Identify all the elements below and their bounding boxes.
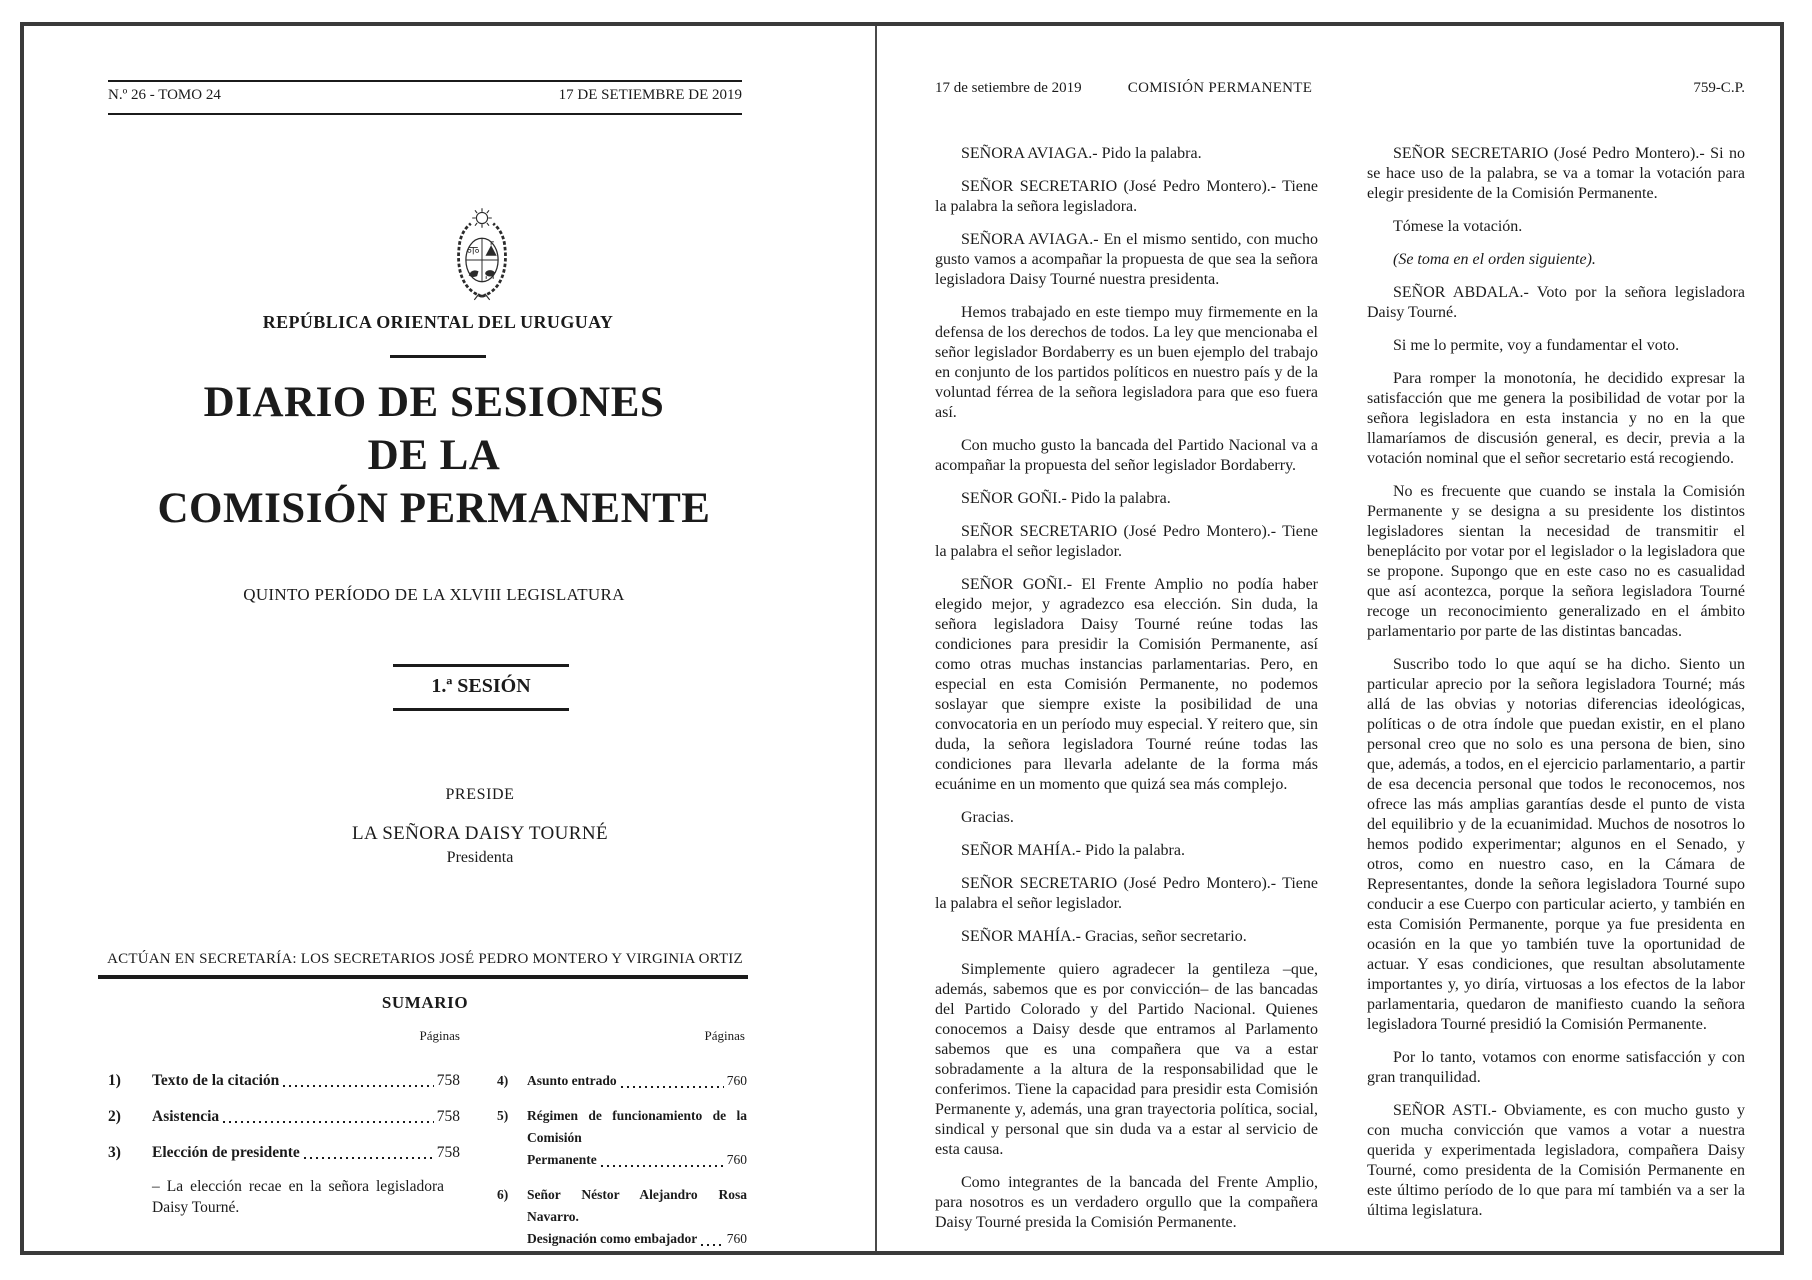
- toc-entry-number: 5): [497, 1108, 509, 1123]
- paragraph: SEÑOR SECRETARIO (José Pedro Montero).- Tiene la palabra la señora legisladora.: [935, 178, 1318, 215]
- toc-entry-number: 6): [497, 1187, 509, 1202]
- document-title: [58, 376, 810, 535]
- toc-dot-leader: [302, 1148, 434, 1164]
- toc-dot-leader: [599, 1158, 724, 1172]
- text-column-2: [1367, 144, 1745, 1234]
- sumario-title: SUMARIO: [381, 993, 469, 1012]
- paragraph: Con mucho gusto la bancada del Partido Nacional va a acompañar la propuesta del señor legislador Bordaberry.: [935, 437, 1318, 474]
- paragraph: Gracias.: [961, 809, 1014, 826]
- paragraph: SEÑOR MAHÍA.- Gracias, señor secretario.: [961, 928, 1247, 945]
- session-number: 1.ª SESIÓN: [431, 675, 531, 697]
- toc-page-number: 758: [436, 1072, 460, 1089]
- paragraph: Hemos trabajado en este tiempo muy firmemente en la defensa de los derechos de todos. La ley que mencionaba el señor legislador Bordaberry es un buen ejemplo del trabajo en conjunto de los partidos políticos en nuestro país y de la voluntad férrea de la señora legisladora para que eso fuera así.: [935, 304, 1318, 421]
- toc-entry-number: 3): [108, 1144, 121, 1161]
- paragraph: Por lo tanto, votamos con enorme satisfacción y con gran tranquilidad.: [1367, 1049, 1745, 1086]
- paragraph: SEÑOR SECRETARIO (José Pedro Montero).- Si no se hace uso de la palabra, se va a tomar la votación para elegir presidente de la Comisión Permanente.: [1367, 145, 1745, 202]
- secretaries-line: ACTÚAN EN SECRETARÍA: LOS SECRETARIOS JOSÉ PEDRO MONTERO Y VIRGINIA ORTIZ: [107, 951, 743, 967]
- legislature-subtitle: QUINTO PERÍODO DE LA XLVIII LEGISLATURA: [243, 585, 625, 604]
- preside-label: PRESIDE: [445, 786, 515, 803]
- paragraph: Simplemente quiero agradecer la gentileza –que, además, sabemos que es por convicción– de las bancadas del Partido Colorado y del Partido Nacional. Quienes conocemos a Daisy desde que entramos al Parlamento sabemos que es una compañera que va a estar sobradamente a la altura de la responsabilidad que le conferimos. Tiene la capacidad para presidir esta Comisión Permanente y, además, una gran trayectoria política, social, sindical y personal que sin duda va a estar al servicio de esta causa.: [935, 961, 1318, 1158]
- paragraph: Para romper la monotonía, he decidido expresar la satisfacción que me genera la posibilidad de votar por la señora legisladora en esta instancia y no en la que llamaríamos de discusión general, es decir, previa a la votación nominal que el señor secretario está recogiendo.: [1367, 370, 1745, 467]
- left-page-header: [108, 87, 742, 104]
- toc-entry-label: Señor Néstor Alejandro Rosa Navarro.: [527, 1187, 747, 1224]
- paragraph: SEÑOR GOÑI.- El Frente Amplio no podía haber elegido mejor, y agradezco esa elección. Sin duda, la señora legisladora Daisy Tourné reúne todas las condiciones para presidir la Comisión Permanente, así como otras muchas instancias parlamentarias. Pero, en especial en esta Comisión Permanente, no podemos soslayar que siempre existe la posibilidad de una convocatoria en un período muy especial. Y reitero que, sin duda, la señora legisladora Tourné reúne todas las condiciones para llevarla adelante de la forma más ecuánime en un momento que quizá sea más complejo.: [935, 576, 1318, 793]
- president-name: LA SEÑORA DAISY TOURNÉ: [351, 823, 608, 844]
- page-divider: [875, 26, 877, 1251]
- paragraph: SEÑOR ABDALA.- Voto por la señora legisladora Daisy Tourné.: [1367, 284, 1745, 321]
- toc-entry: [497, 1070, 747, 1092]
- text-column-1: [935, 144, 1318, 1246]
- toc-dot-leader: [699, 1237, 724, 1251]
- paragraph: Tómese la votación.: [1393, 218, 1523, 235]
- session-number-box: [393, 664, 569, 711]
- toc-dot-leader: [619, 1079, 724, 1093]
- paragraph: SEÑOR GOÑI.- Pido la palabra.: [961, 490, 1171, 507]
- toc-entry-label: Designación como embajador: [527, 1231, 698, 1246]
- paragraph: (Se toma en el orden siguiente).: [1393, 251, 1596, 268]
- paragraph: Suscribo todo lo que aquí se ha dicho. Siento un particular aprecio por la señora legisladora Tourné; más allá de las obvias y notorias diferencias ideológicas, políticas o de otra índole que puedan existir, en el plano personal creo que no solo es una persona de bien, sino que, además, a todos, en el ejercicio parlamentario, a partir de esa decencia personal que todos le reconocemos, nos ofrece las más amplias garantías desde el punto de vista del equilibrio y de la ecuanimidad. Muchos de nosotros lo hemos podido experimentar; algunos en el Senado, y otros, como en nuestro caso, en la Cámara de Representantes, donde la señora legisladora Tourné supo conducir a ese Cuerpo con particular acierto, y también en esta Comisión Permanente, porque ya fue presidenta en ocasión en la que yo también tuve la oportunidad de actuar. Y esas condiciones, que resultan absolutamente importantes y, yo diría, virtuosas a los efectos de la labor parlamentaria, quedaron de manifiesto cuando la señora legisladora Tourné presidió la Comisión Permanente.: [1367, 656, 1745, 1033]
- toc-page-number: 758: [436, 1144, 460, 1161]
- running-title: COMISIÓN PERMANENTE: [1127, 80, 1313, 96]
- toc-column-right: [497, 1070, 747, 1263]
- toc-dot-leader: [281, 1076, 433, 1092]
- toc-entry-label: Texto de la citación: [152, 1072, 280, 1089]
- issue-number: N.º 26 - TOMO 24: [108, 87, 221, 103]
- toc-entry-number: 1): [108, 1072, 121, 1089]
- president-role: Presidenta: [446, 849, 514, 866]
- sumario-rule: [98, 975, 748, 979]
- paragraph: No es frecuente que cuando se instala la Comisión Permanente y se designa a su presidente los distintos legisladores sientan la necesidad de transmitir el beneplácito por votar por el legislador o la legisladora que se propone. Supongo que en este caso no es casualidad que así acontezca, porque la señora legisladora Tourné recoge un reconocimiento generalizado en el ámbito parlamentario por parte de las distintas bancadas.: [1367, 483, 1745, 640]
- paragraph: SEÑOR MAHÍA.- Pido la palabra.: [961, 842, 1185, 859]
- paragraph: SEÑOR SECRETARIO (José Pedro Montero).- Tiene la palabra el señor legislador.: [935, 523, 1318, 560]
- toc-page-number: 760: [726, 1073, 747, 1088]
- header-rule-bottom: [108, 113, 742, 115]
- toc-entry: [497, 1184, 747, 1250]
- toc-entry-label: Asistencia: [152, 1108, 220, 1125]
- toc-entry: [108, 1142, 460, 1218]
- toc-entry: [497, 1105, 747, 1171]
- paginas-label-left: Páginas: [419, 1028, 460, 1043]
- running-page-number: 759-C.P.: [1693, 80, 1745, 96]
- toc-entry-label: Régimen de funcionamiento de la Comisión: [527, 1108, 747, 1145]
- toc-entry-label: Permanente: [527, 1152, 597, 1167]
- issue-date: 17 DE SETIEMBRE DE 2019: [558, 87, 742, 103]
- toc-entry-note: – La elección recae en la señora legisladora Daisy Tourné.: [152, 1178, 444, 1216]
- uruguay-coat-of-arms-icon: [447, 203, 517, 303]
- paragraph: SEÑORA AVIAGA.- En el mismo sentido, con mucho gusto vamos a acompañar la propuesta de que sea la señora legisladora Daisy Tourné nuestra presidenta.: [935, 231, 1318, 288]
- toc-page-number: 758: [436, 1108, 460, 1125]
- paragraph: Como integrantes de la bancada del Frente Amplio, para nosotros es un verdadero orgullo que la compañera Daisy Tourné presida la Comisión Permanente.: [935, 1174, 1318, 1231]
- paginas-label-right: Páginas: [704, 1028, 745, 1043]
- toc-column-left: [108, 1070, 460, 1233]
- title-line-1: DIARIO DE SESIONES: [203, 379, 665, 426]
- paragraph: SEÑOR SECRETARIO (José Pedro Montero).- Tiene la palabra el señor legislador.: [935, 875, 1318, 912]
- paragraph: Si me lo permite, voy a fundamentar el voto.: [1393, 337, 1680, 354]
- short-divider-rule: [390, 355, 486, 358]
- toc-entry: [108, 1070, 460, 1091]
- right-page-header: [935, 80, 1745, 102]
- running-date: 17 de setiembre de 2019: [935, 80, 1082, 96]
- toc-entry-number: 4): [497, 1073, 509, 1088]
- paragraph: SEÑORA AVIAGA.- Pido la palabra.: [961, 145, 1202, 162]
- toc-entry-label: Asunto entrado: [527, 1073, 617, 1088]
- toc-dot-leader: [221, 1112, 434, 1128]
- toc-entry-label: Elección de presidente: [152, 1144, 300, 1161]
- toc-page-number: 760: [726, 1231, 747, 1246]
- title-line-2: DE LA: [367, 432, 501, 479]
- toc-entry-number: 2): [108, 1108, 121, 1125]
- toc-page-number: 760: [726, 1152, 747, 1167]
- title-line-3: COMISIÓN PERMANENTE: [157, 485, 711, 532]
- paragraph: SEÑOR ASTI.- Obviamente, es con mucho gusto y con mucha convicción que vamos a votar a nuestra querida y experimentada legisladora, compañera Daisy Tourné, como presidenta de la Comisión Permanente en este último período de lo que para mí también va a ser la última legislatura.: [1367, 1102, 1745, 1219]
- header-rule-top: [108, 80, 742, 82]
- toc-entry: [108, 1106, 460, 1127]
- republic-title: REPÚBLICA ORIENTAL DEL URUGUAY: [262, 312, 614, 332]
